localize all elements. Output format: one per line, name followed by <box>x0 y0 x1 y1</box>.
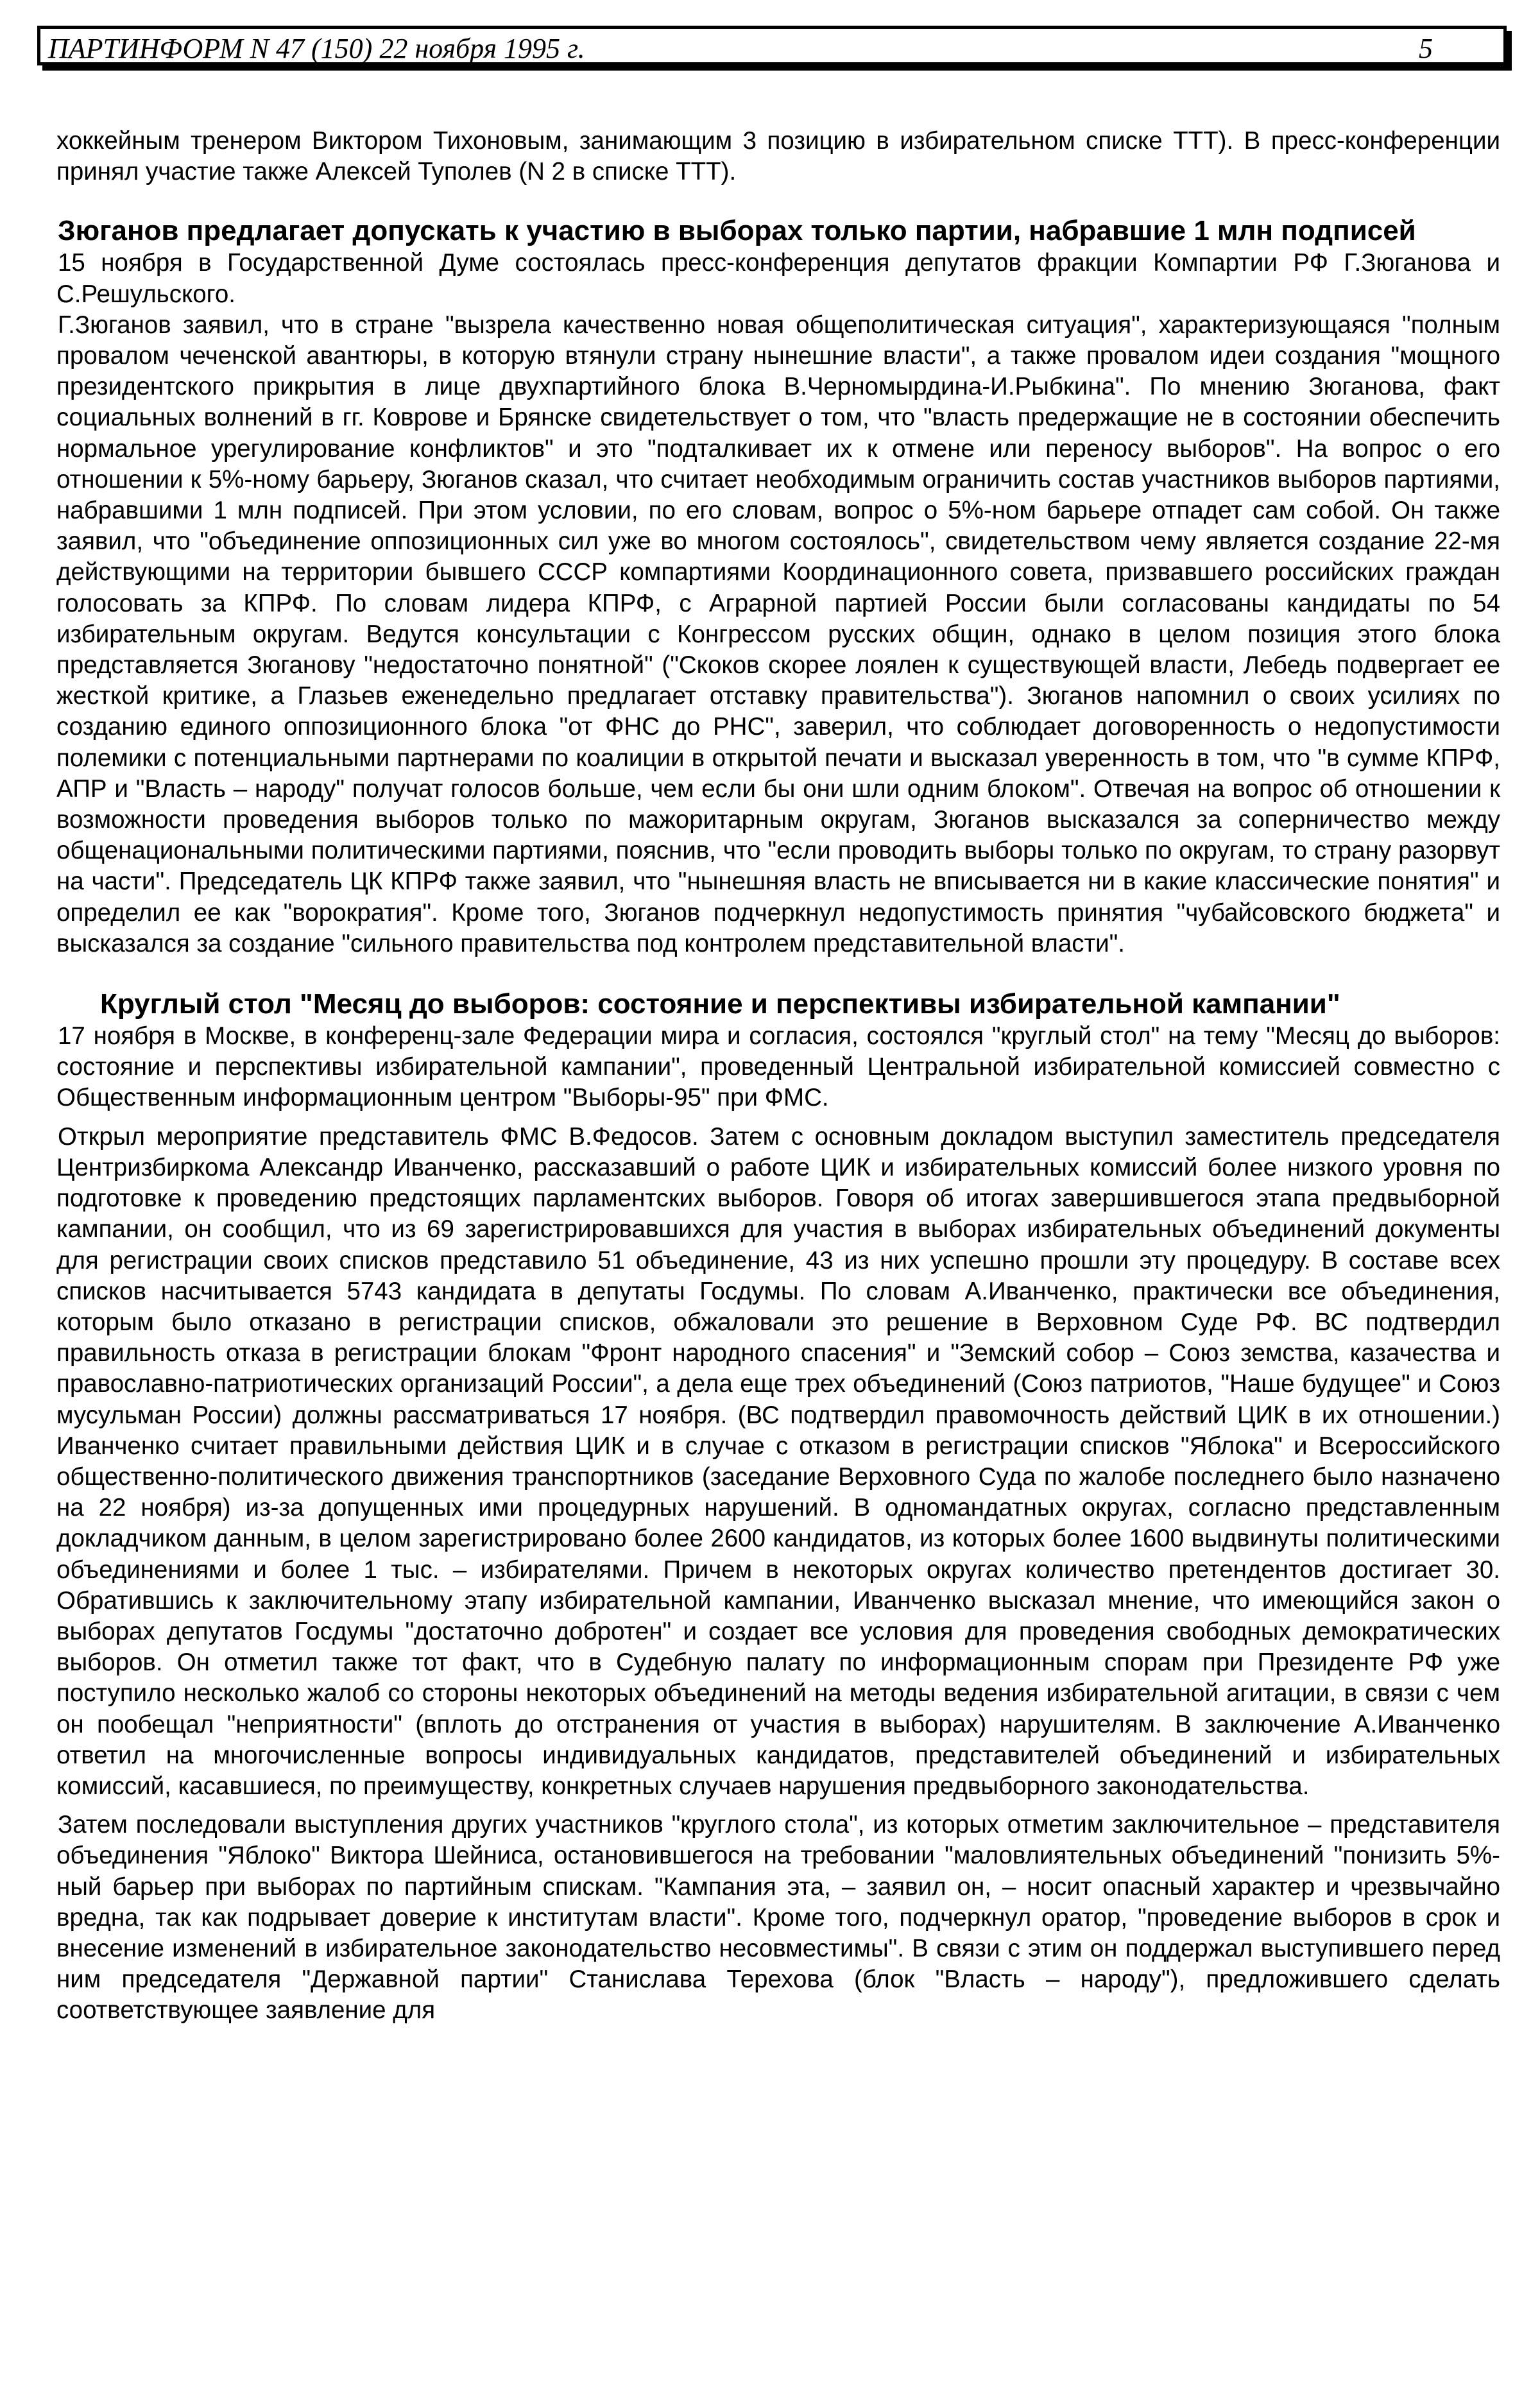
article-body <box>56 126 1500 2026</box>
header-title: ПАРТИНФОРМ N 47 (150) 22 ноября 1995 г. <box>48 33 585 64</box>
article-paragraph: 17 ноября в Москве, в конференц-зале Федерации мира и согласия, состоялся "круглый стол" на тему "Месяц до выборов: состояние и перспективы избирательной кампании", проведенный Центральной избирательной комиссией совместно с Общественным информационным центром "Выборы-95" при ФМС. <box>56 1022 1500 1112</box>
article-paragraph: Г.Зюганов заявил, что в стране "вызрела качественно новая общеполитическая ситуация", характеризующаяся "полным провалом чеченской авантюры, в которую втянули страну нынешние власти", а также провалом идеи создания "мощного президентского прикрытия в лице двухпартийного блока В.Черномырдина-И.Рыбкина". По мнению Зюганова, факт социальных волнений в гг. Коврове и Брянске свидетельствует о том, что "власть предержащие не в состоянии обеспечить нормальное урегулирование конфликтов" и это "подталкивает их к отмене или переносу выборов". На вопрос о его отношении к 5%-ному барьеру, Зюганов сказал, что считает необходимым ограничить состав участников выборов партиями, набравшими 1 млн подписей. При этом условии, по его словам, вопрос о 5%-ном барьере отпадет сам собой. Он также заявил, что "объединение оппозиционных сил уже во многом состоялось", свидетельством чему является создание 22-мя действующими на территории бывшего СССР компартиями Координационного совета, призвавшего российских граждан голосовать за КПРФ. По словам лидера КПРФ, с Аграрной партией России были согласованы кандидаты по 54 избирательным округам. Ведутся консультации с Конгрессом русских общин, однако в целом позиция этого блока представляется Зюганову "недостаточно понятной" ("Скоков скорее лоялен к существующей власти, Лебедь подвергает ее жесткой критике, а Глазьев еженедельно предлагает отставку правительства"). Зюганов напомнил о своих усилиях по созданию единого оппозиционного блока "от ФНС до РНС", заверил, что соблюдает договоренность о недопустимости полемики с потенциальными партнерами по коалиции в открытой печати и высказал уверенность в том, что "в сумме КПРФ, АПР и "Власть – народу" получат голосов больше, чем если бы они шли одним блоком". Отвечая на вопрос об отношении к возможности проведения выборов только по мажоритарным округам, Зюганов высказался за соперничество между общенациональными политическими партиями, пояснив, что "если проводить выборы только по округам, то страну разорвут на части". Председатель ЦК КПРФ также заявил, что "нынешняя власть не вписывается ни в какие классические понятия" и определил ее как "ворократия". Кроме того, Зюганов подчеркнул недопустимость принятия "чубайсовского бюджета" и высказался за создание "сильного правительства под контролем представительной власти". <box>56 311 1500 957</box>
article-paragraph: 15 ноября в Государственной Думе состоялась пресс-конференция депутатов фракции Компартии РФ Г.Зюганова и С.Решульского. <box>56 249 1500 308</box>
intro-paragraph: хоккейным тренером Виктором Тихоновым, занимающим 3 позицию в избирательном списке ТТТ). В пресс-конференции принял участие также Алексей Туполев (N 2 в списке ТТТ). <box>56 127 1500 186</box>
page-header <box>37 26 1507 65</box>
article-paragraph: Затем последовали выступления других участников "круглого стола", из которых отметим заключительное – представителя объединения "Яблоко" Виктора Шейниса, остановившегося на требовании "маловлиятельных объединений "понизить 5%-ный барьер при выборах по партийным спискам. "Кампания эта, – заявил он, – носит опасный характер и чрезвычайно вредна, так как подрывает доверие к институтам власти". Кроме того, подчеркнул оратор, "проведение выборов в срок и внесение изменений в избирательное законодательство несовместимы". В связи с этим он поддержал выступившего перед ним председателя "Державной партии" Станислава Терехова (блок "Власть – народу"), предложившего сделать соответствующее заявление для <box>56 1811 1500 2025</box>
article-heading-zyuganov: Зюганов предлагает допускать к участию в выборах только партии, набравшие 1 млн подписей <box>58 215 1416 247</box>
page-number: 5 <box>1419 33 1433 64</box>
article-paragraph: Открыл мероприятие представитель ФМС В.Федосов. Затем с основным докладом выступил заместитель председателя Центризбиркома Александр Иванченко, рассказавший о работе ЦИК и избирательных комиссий более низкого уровня по подготовке к проведению предстоящих парламентских выборов. Говоря об итогах завершившегося этапа предвыборной кампании, он сообщил, что из 69 зарегистрировавшихся для участия в выборах избирательных объединений документы для регистрации своих списков представило 51 объединение, 43 из них успешно прошли эту процедуру. В составе всех списков насчитывается 5743 кандидата в депутаты Госдумы. По словам А.Иванченко, практически все объединения, которым было отказано в регистрации списков, обжаловали это решение в Верховном Суде РФ. ВС подтвердил правильность отказа в регистрации блокам "Фронт народного спасения" и "Земский собор – Союз земства, казачества и православно-патриотических организаций России", а дела еще трех объединений (Союз патриотов, "Наше будущее" и Союз мусульман России) должны рассматриваться 17 ноября. (ВС подтвердил правомочность действий ЦИК в их отношении.) Иванченко считает правильными действия ЦИК и в случае с отказом в регистрации списков "Яблока" и Всероссийского общественно-политического движения транспортников (заседание Верховного Суда по жалобе последнего было назначено на 22 ноября) из-за допущенных ими процедурных нарушений. В одномандатных округах, согласно представленным докладчиком данным, в целом зарегистрировано более 2600 кандидатов, из которых более 1600 выдвинуты политическими объединениями и более 1 тыс. – избирателями. Причем в некоторых округах количество претендентов достигает 30. Обратившись к заключительному этапу избирательной кампании, Иванченко высказал мнение, что имеющийся закон о выборах депутатов Госдумы "достаточно добротен" и создает все условия для проведения свободных демократических выборов. Он отметил также тот факт, что в Судебную палату по информационным спорам при Президенте РФ уже поступило несколько жалоб со стороны некоторых объединений на методы ведения избирательной агитации, в связи с чем он пообещал "неприятности" (вплоть до отстранения от участия в выборах) нарушителям. В заключение А.Иванченко ответил на многочисленные вопросы индивидуальных кандидатов, представителей объединений и избирательных комиссий, касавшиеся, по преимуществу, конкретных случаев нарушения предвыборного законодательства. <box>56 1122 1500 1800</box>
article-heading-roundtable: Круглый стол "Месяц до выборов: состояние и перспективы избирательной кампании" <box>100 988 1340 1020</box>
